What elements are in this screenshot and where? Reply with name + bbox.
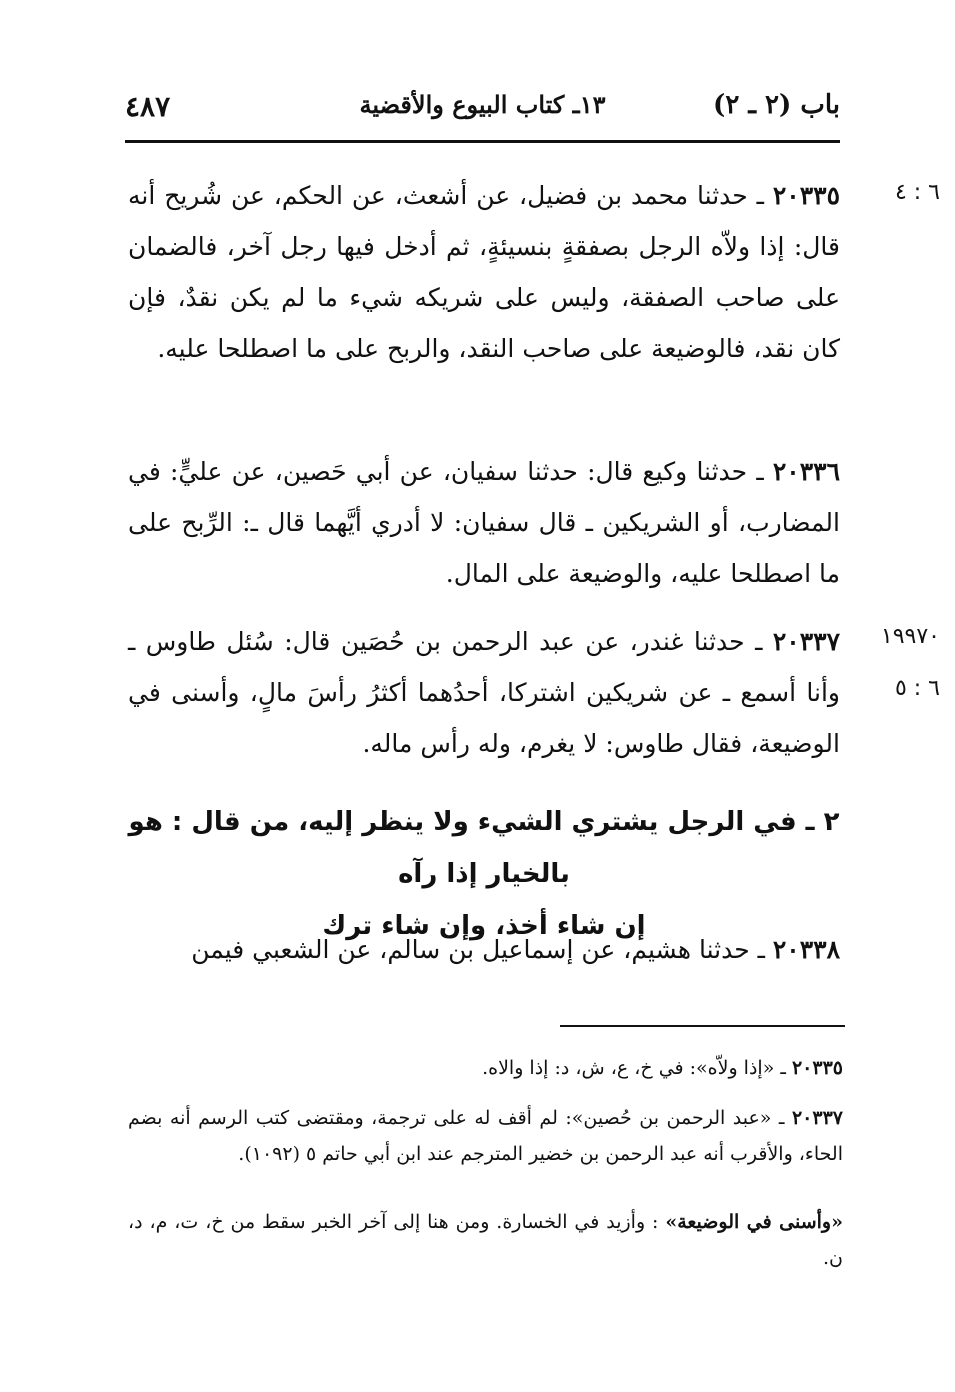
book-title: ١٣ـ كتاب البيوع والأقضية [359, 90, 606, 119]
hadith-text: ـ حدثنا وكيع قال: حدثنا سفيان، عن أبي حَصين، عن عليٍّ: في المضارب، أو الشريكين ـ قال سفيان: لا أدري أيَّهما قال ـ: الرِّبح على ما اصطلحا عليه، والوضيعة على المال. [128, 457, 840, 588]
hadith-20336 [128, 446, 840, 599]
hadith-number: ٢٠٣٣٥ [772, 181, 840, 210]
hadith-text: ـ حدثنا هشيم، عن إسماعيل بن سالم، عن الشعبي فيمن [191, 935, 773, 964]
hadith-number: ٢٠٣٣٧ [772, 627, 840, 656]
footnote-number: ٢٠٣٣٥ [791, 1057, 843, 1079]
hadith-20338 [128, 924, 840, 975]
section-title-line-1: ٢ ـ في الرجل يشتري الشيء ولا ينظر إليه، من قال : هو بالخيار إذا رآه [128, 807, 840, 889]
footnote-3 [128, 1204, 843, 1276]
margin-ref-1: ٦ : ٤ [894, 180, 940, 205]
footnote-2 [128, 1100, 843, 1172]
hadith-20337 [128, 616, 840, 769]
hadith-text: ـ حدثنا محمد بن فضيل، عن أشعث، عن الحكم، عن شُريح أنه قال: إذا ولاّه الرجل بصفقةٍ بنسيئةٍ، ثم أدخل فيها رجل آخر، فالضمان على صاحب الصفقة، وليس على شريكه شيء ما لم يكن نقدٌ، فإن كان نقد، فالوضيعة على صاحب النقد، والربح على ما اصطلحا عليه. [128, 181, 840, 363]
hadith-number: ٢٠٣٣٦ [772, 457, 840, 486]
hadith-number: ٢٠٣٣٨ [772, 935, 840, 964]
page-number: ٤٨٧ [125, 90, 171, 123]
footnote-lemma: «وأسنى في الوضيعة» [665, 1211, 843, 1233]
section-title-line-2: إن شاء أخذ، وإن شاء ترك [322, 911, 646, 941]
hadith-20335 [128, 170, 840, 374]
footnote-text: : وأزيد في الخسارة. ومن هنا إلى آخر الخبر سقط من خ، ت، م، د، ن. [128, 1211, 843, 1269]
footnote-text: ـ «عبد الرحمن بن حُصين»: لم أقف له على ترجمة، ومقتضى كتب الرسم أنه بضم الحاء، والأقرب أنه عبد الرحمن بن خضير المترجم عند ابن أبي حاتم ٥ (١٠٩٢). [128, 1107, 843, 1165]
page-header [125, 90, 840, 134]
footnote-divider [560, 1025, 845, 1027]
chapter-label: باب (٢ ـ ٢) [713, 90, 840, 120]
footnote-number: ٢٠٣٣٧ [791, 1107, 843, 1129]
margin-ref-3: ٦ : ٥ [894, 676, 940, 701]
header-divider [125, 140, 840, 143]
footnote-1 [128, 1050, 843, 1086]
footnote-text: ـ «إذا ولاّه»: في خ، ع، ش، د: إذا والاه. [482, 1057, 792, 1079]
margin-ref-2: ١٩٩٧٠ [880, 624, 940, 649]
hadith-text: ـ حدثنا غندر، عن عبد الرحمن بن حُصَين قال: سُئل طاوس ـ وأنا أسمع ـ عن شريكين اشتركا، أحدُهما أكثرُ رأسَ مالٍ، وأسنى في الوضيعة، فقال طاوس: لا يغرم، وله رأس ماله. [128, 627, 840, 758]
